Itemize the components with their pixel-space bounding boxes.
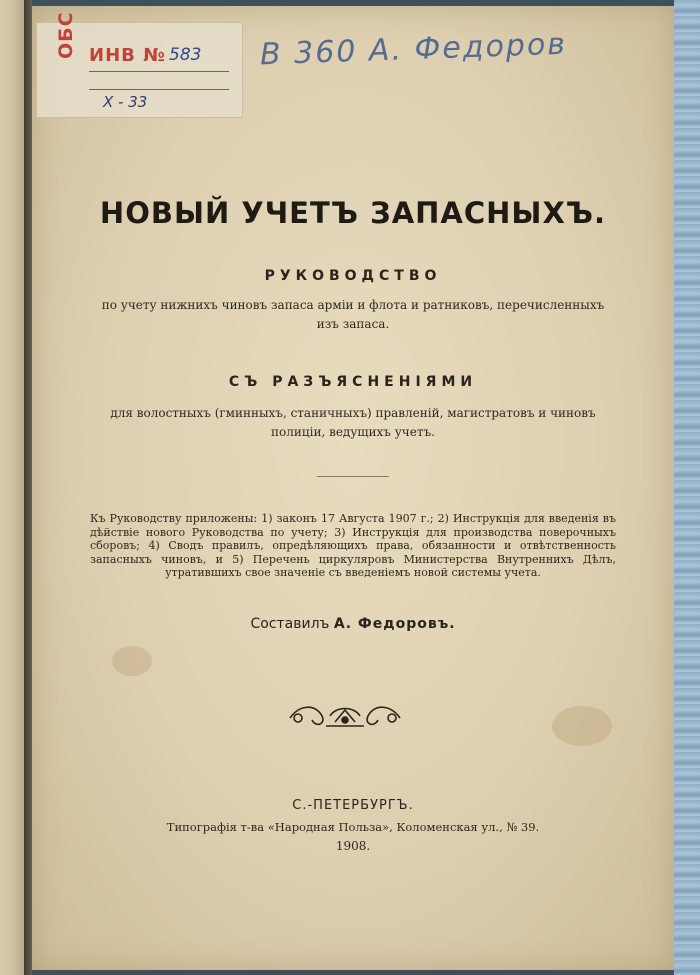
library-stamp	[36, 11, 243, 118]
stamp-inventory-number: 583	[169, 45, 202, 65]
gutter-shadow	[24, 0, 32, 975]
stamp-divider	[89, 89, 229, 90]
page-edges	[674, 0, 700, 975]
stamp-obs-text: ОБС	[55, 11, 77, 59]
printer-line: Типографія т-ва «Народная Польза», Коломенская ул., № 39.	[166, 820, 540, 834]
stain	[112, 646, 152, 676]
book-description: по учету нижнихъ чиновъ запаса арміи и флота и ратниковъ, перечисленныхъ изъ запаса.	[101, 298, 605, 331]
publication-year: 1908.	[335, 839, 371, 853]
appendix-text: Къ Руководству приложены: 1) законъ 17 Августа 1907 г.; 2) Инструкція для введенія въ дѣйствіе нового Руководства по учету; 3) Инструкція для производства поверочныхъ сборовъ; 4) Сводъ правилъ, опредѣляющихъ права, обязанности и отвѣтственность запасныхъ чиновъ, и 5) Перечень циркуляровъ Министерства Внутреннихъ Дѣлъ, утратившихъ свое значеніе съ введеніемъ новой системы учета.	[90, 512, 616, 579]
handwritten-note: В 360 А. Федоров	[259, 26, 568, 73]
stamp-shelf-mark: Х - 33	[103, 93, 148, 111]
stain	[552, 706, 612, 746]
explanations-heading: СЪ РАЗЪЯСНЕНІЯМИ	[228, 374, 478, 390]
author-line	[32, 616, 674, 632]
author-name: А. Федоровъ.	[333, 616, 456, 632]
book-spine	[0, 0, 24, 975]
ornament-icon	[280, 698, 410, 732]
divider-rule	[317, 476, 389, 477]
author-prefix: Составилъ	[250, 616, 330, 632]
stamp-divider	[89, 71, 229, 72]
book-subtitle: РУКОВОДСТВО	[264, 268, 442, 284]
book-title: НОВЫЙ УЧЕТЪ ЗАПАСНЫХЪ.	[99, 196, 607, 230]
publication-city: С.-ПЕТЕРБУРГЪ.	[292, 798, 414, 813]
explanations-text: для волостныхъ (гминныхъ, станичныхъ) правленій, магистратовъ и чиновъ полиціи, ведущихъ учетъ.	[110, 406, 596, 439]
title-page	[32, 6, 674, 970]
stamp-inventory-label: ИНВ №	[89, 45, 166, 66]
